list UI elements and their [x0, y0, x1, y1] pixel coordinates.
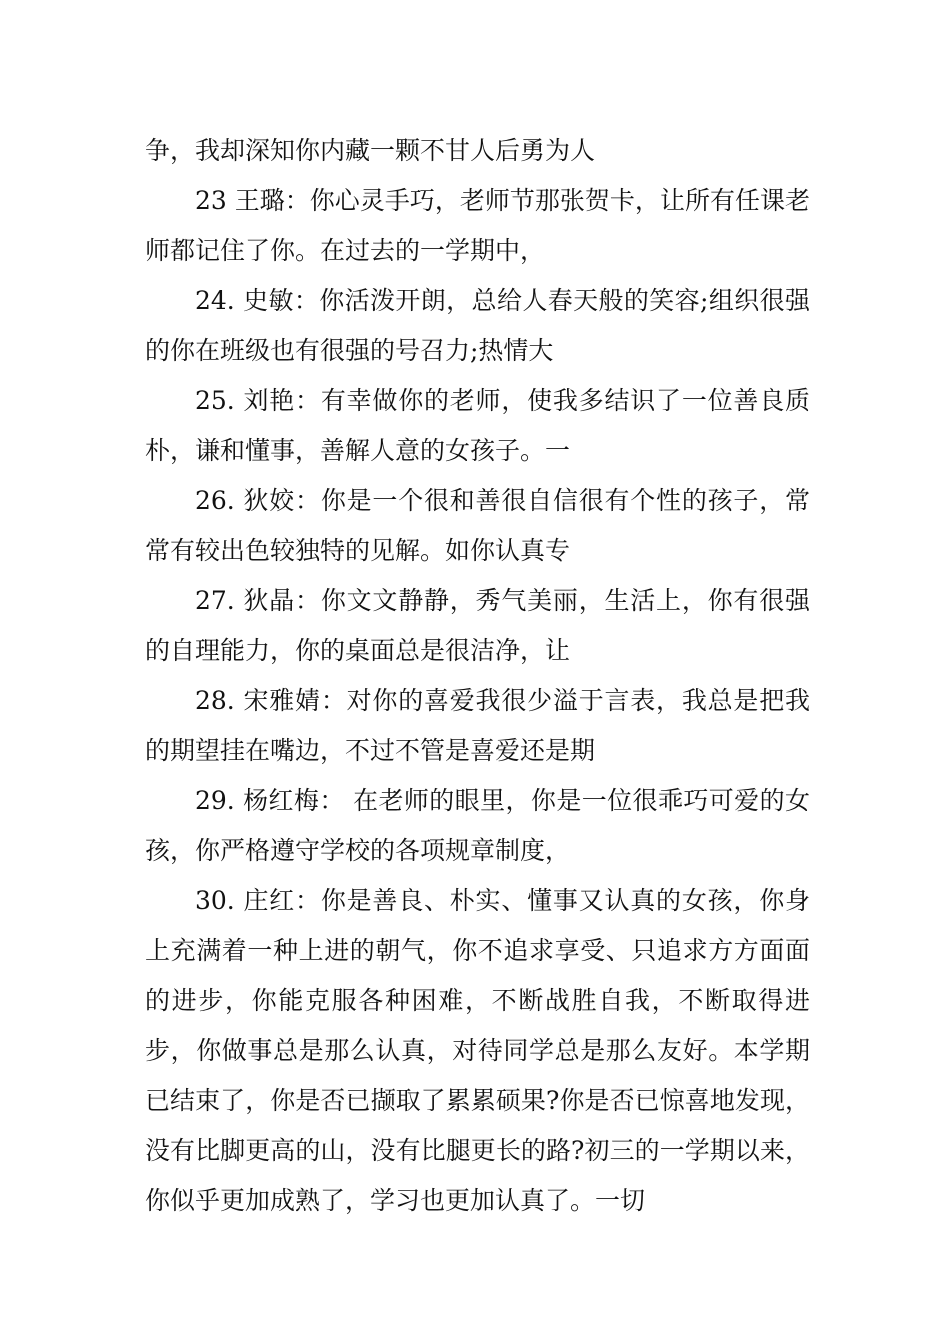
paragraph: 28. 宋雅婧：对你的喜爱我很少溢于言表，我总是把我的期望挂在嘴边，不过不管是喜爱还是期	[145, 686, 810, 765]
paragraph: 26. 狄姣：你是一个很和善很自信很有个性的孩子，常常有较出色较独特的见解。如你认真专	[145, 486, 810, 565]
paragraph: 25. 刘艳：有幸做你的老师，使我多结识了一位善良质朴，谦和懂事，善解人意的女孩子。一	[145, 386, 810, 465]
paragraph: 争，我却深知你内藏一颗不甘人后勇为人	[145, 136, 596, 165]
paragraph: 23 王璐：你心灵手巧，老师节那张贺卡，让所有任课老师都记住了你。在过去的一学期中，	[145, 186, 810, 265]
document-body	[145, 126, 810, 1226]
paragraph: 27. 狄晶：你文文静静，秀气美丽，生活上，你有很强的自理能力，你的桌面总是很洁净，让	[145, 586, 810, 665]
paragraph: 30. 庄红：你是善良、朴实、懂事又认真的女孩，你身上充满着一种上进的朝气，你不追求享受、只追求方方面面的进步，你能克服各种困难，不断战胜自我，不断取得进步，你做事总是那么认真，对待同学总是那么友好。本学期已结束了，你是否已撷取了累累硕果?你是否已惊喜地发现，没有比脚更高的山，没有比腿更长的路?初三的一学期以来，你似乎更加成熟了，学习也更加认真了。一切	[145, 886, 810, 1215]
paragraph: 29. 杨红梅： 在老师的眼里，你是一位很乖巧可爱的女孩，你严格遵守学校的各项规章制度，	[145, 786, 810, 865]
paragraph: 24. 史敏：你活泼开朗，总给人春天般的笑容;组织很强的你在班级也有很强的号召力;热情大	[145, 286, 810, 365]
